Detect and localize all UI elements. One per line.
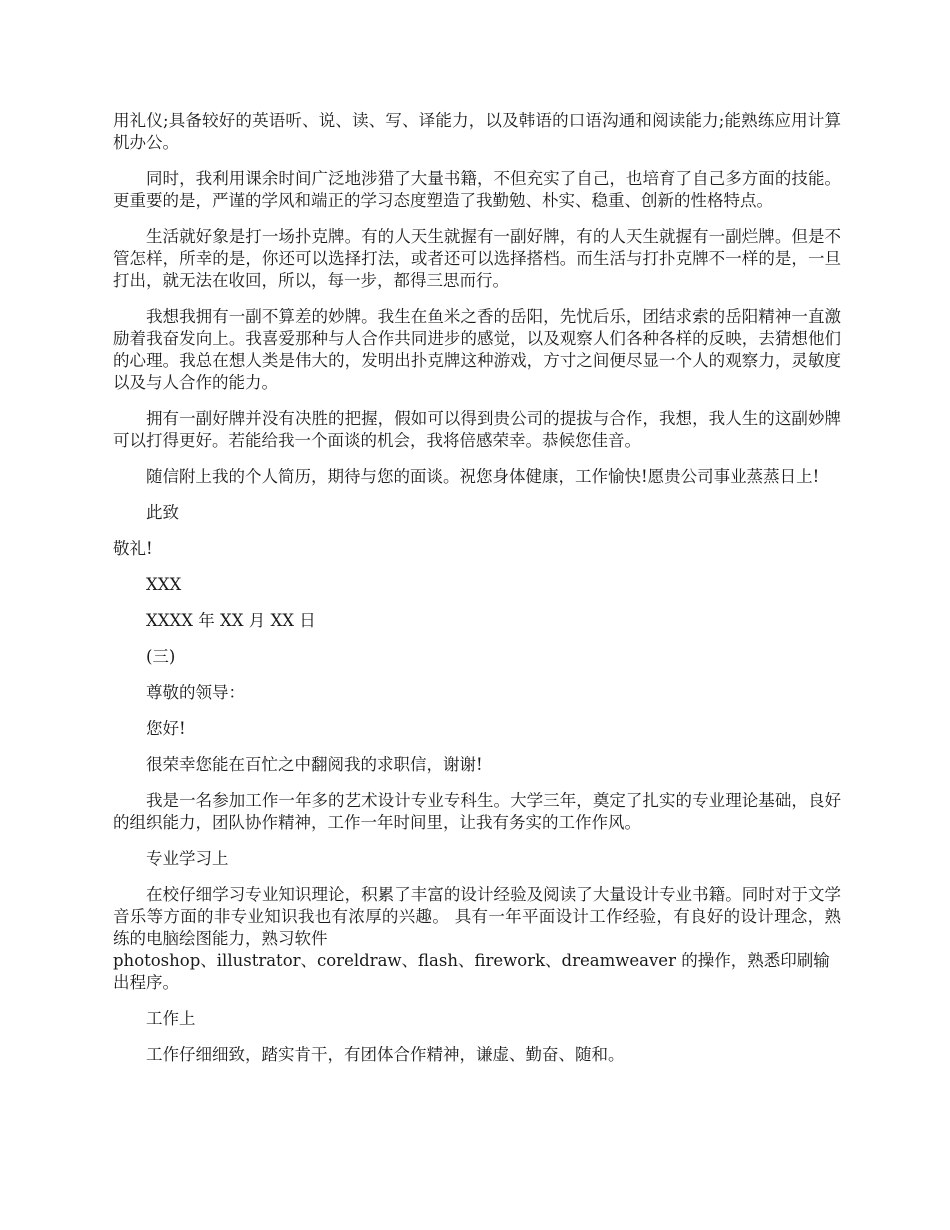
section-heading: (三): [146, 647, 176, 666]
salutation: 尊敬的领导：: [146, 683, 245, 702]
paragraph-study-skills: 同时，我利用课余时间广泛地涉猎了大量书籍，不但充实了自己，也培育了自己多方面的技能。更重要的是，严谨的学风和端正的学习态度塑造了我勤勉、朴实、稳重、创新的性格特点。: [113, 169, 841, 210]
paragraph-thanks: 很荣幸您能在百忙之中翻阅我的求职信，谢谢!: [146, 755, 483, 774]
subheading-study: 专业学习上: [146, 849, 229, 868]
closing-greeting: 此致: [146, 503, 179, 522]
paragraph-good-hand: 我想我拥有一副不算差的妙牌。我生在鱼米之香的岳阳，先忧后乐，团结求索的岳阳精神一直激励着我奋发向上。我喜爱那种与人合作共同进步的感觉，以及观察人们各种各样的反映，去猜想他们的心理。我总在想人类是伟大的，发明出扑克牌这种游戏，方寸之间便尽显一个人的观察力，灵敏度以及与人合作的能力。: [113, 307, 841, 392]
paragraph-work-attitude: 工作仔细细致，踏实肯干，有团体合作精神，谦虚、勤奋、随和。: [146, 1045, 625, 1064]
paragraph-software-list: photoshop、illustrator、coreldraw、flash、firework、dreamweaver 的操作，熟悉印刷输出程序。: [113, 951, 830, 992]
subheading-work: 工作上: [146, 1009, 196, 1028]
greeting: 您好!: [146, 719, 186, 738]
paragraph-interview-request: 拥有一副好牌并没有决胜的把握，假如可以得到贵公司的提拔与合作，我想，我人生的这副妙牌可以打得更好。若能给我一个面谈的机会，我将倍感荣幸。恭候您佳音。: [113, 409, 841, 450]
paragraph-poker-analogy: 生活就好象是打一场扑克牌。有的人天生就握有一副好牌，有的人天生就握有一副烂牌。但是不管怎样，所幸的是，你还可以选择打法，或者还可以选择搭档。而生活与打扑克牌不一样的是，一旦打出，就无法在收回，所以，每一步，都得三思而行。: [113, 227, 841, 290]
paragraph-introduction: 我是一名参加工作一年多的艺术设计专业专科生。大学三年，奠定了扎实的专业理论基础，良好的组织能力，团队协作精神，工作一年时间里，让我有务实的工作作风。: [113, 791, 841, 832]
paragraph-resume-attached: 随信附上我的个人简历，期待与您的面谈。祝您身体健康，工作愉快!愿贵公司事业蒸蒸日上!: [146, 467, 820, 486]
document-page: [113, 110, 841, 1080]
paragraph-study-details: 在校仔细学习专业知识理论，积累了丰富的设计经验及阅读了大量设计专业书籍。同时对于文学音乐等方面的非专业知识我也有浓厚的兴趣。 具有一年平面设计工作经验，有良好的设计理念，熟练的电脑绘图能力，熟习软件: [113, 885, 841, 948]
paragraph-continuation: 用礼仪;具备较好的英语听、说、读、写、译能力，以及韩语的口语沟通和阅读能力;能熟练应用计算机办公。: [113, 111, 841, 152]
signature-name: XXX: [146, 575, 182, 594]
closing-salute: 敬礼!: [113, 539, 153, 558]
signature-date: XXXX 年 XX 月 XX 日: [146, 611, 316, 630]
